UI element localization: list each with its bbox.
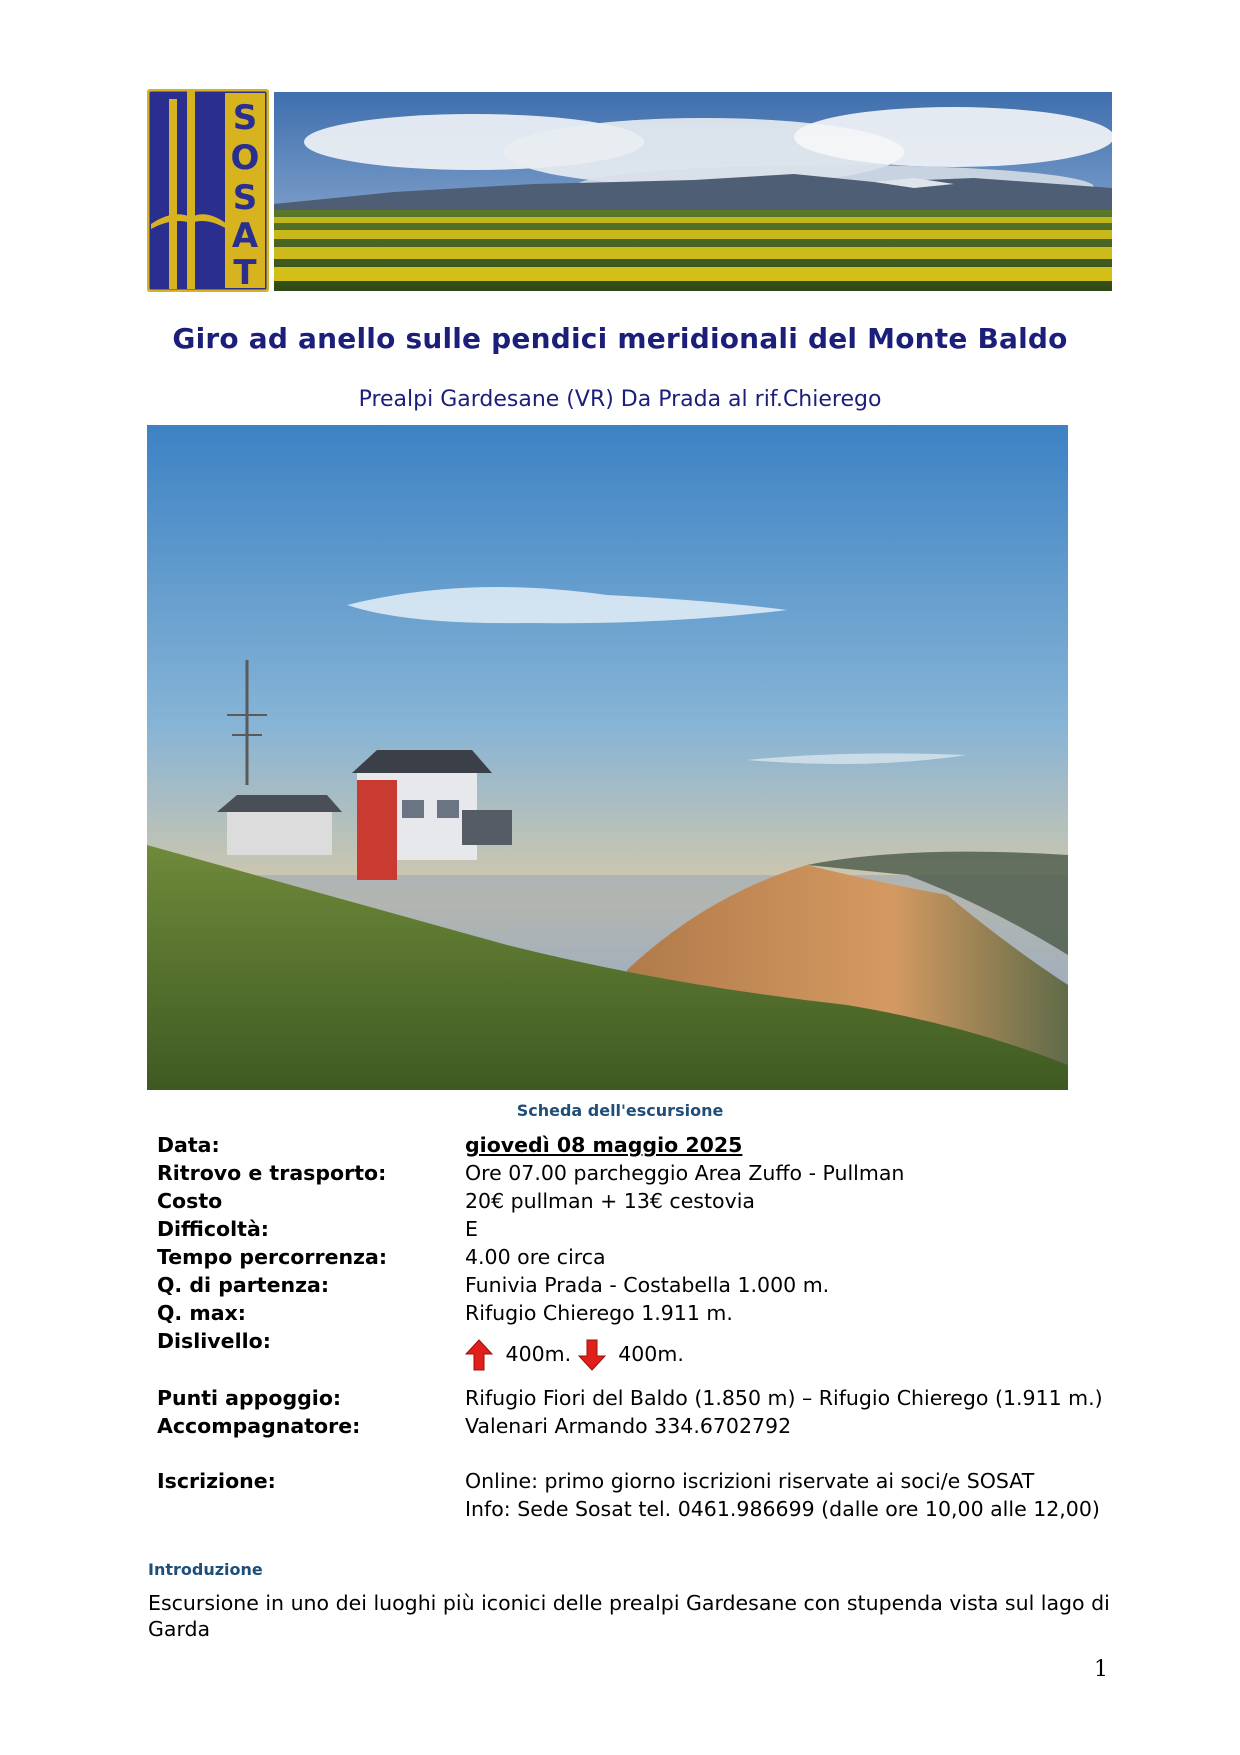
- detail-label: Data:: [157, 1133, 220, 1157]
- page-subtitle: Prealpi Gardesane (VR) Da Prada al rif.Chierego: [358, 387, 882, 412]
- svg-text:S: S: [232, 98, 258, 138]
- detail-value: Rifugio Fiori del Baldo (1.850 m) – Rifugio Chierego (1.911 m.): [465, 1386, 1103, 1410]
- detail-value: Funivia Prada - Costabella 1.000 m.: [465, 1273, 830, 1297]
- detail-value: E: [465, 1217, 478, 1241]
- scheda-heading: Scheda dell'escursione: [516, 1101, 724, 1120]
- detail-value: [465, 1339, 684, 1371]
- arrow-down-icon: [578, 1339, 606, 1371]
- detail-label: Costo: [157, 1189, 223, 1213]
- detail-label: Ritrovo e trasporto:: [157, 1161, 387, 1185]
- intro-text: Escursione in uno dei luoghi più iconici delle prealpi Gardesane con stupenda vista sul lago di Garda: [148, 1591, 1110, 1641]
- detail-label: Iscrizione:: [157, 1469, 276, 1493]
- dislivello-up-value: 400m.: [505, 1342, 572, 1366]
- detail-label: Dislivello:: [157, 1329, 271, 1353]
- detail-value: 20€ pullman + 13€ cestovia: [465, 1189, 755, 1213]
- detail-label: Accompagnatore:: [157, 1414, 361, 1438]
- refuge-landscape-photo: [147, 425, 1068, 1090]
- svg-text:S: S: [232, 178, 258, 218]
- detail-row-dislivello: [157, 1329, 1137, 1379]
- detail-label: Tempo percorrenza:: [157, 1245, 388, 1269]
- page-title: Giro ad anello sulle pendici meridionali del Monte Baldo: [172, 322, 1068, 355]
- svg-text:T: T: [233, 253, 257, 292]
- arrow-up-icon: [465, 1339, 493, 1371]
- sosat-logo: [147, 89, 269, 292]
- detail-value: 4.00 ore circa: [465, 1245, 606, 1269]
- detail-value: Rifugio Chierego 1.911 m.: [465, 1301, 733, 1325]
- banner-landscape-image: [274, 92, 1112, 291]
- dislivello-down-value: 400m.: [618, 1342, 684, 1366]
- detail-value-line1: Online: primo giorno iscrizioni riservate ai soci/e SOSAT: [465, 1469, 1035, 1493]
- header-banner: [147, 89, 1112, 292]
- detail-value: Ore 07.00 parcheggio Area Zuffo - Pullman: [465, 1161, 905, 1185]
- detail-label: Punti appoggio:: [157, 1386, 342, 1410]
- detail-row-iscrizione: [157, 1469, 1137, 1529]
- detail-value: Valenari Armando 334.6702792: [465, 1414, 792, 1438]
- svg-text:A: A: [231, 216, 259, 256]
- detail-label: Q. max:: [157, 1301, 246, 1325]
- intro-heading: Introduzione: [148, 1560, 263, 1579]
- page-number: 1: [1094, 1657, 1108, 1682]
- detail-label: Q. di partenza:: [157, 1273, 330, 1297]
- detail-value-line2: Info: Sede Sosat tel. 0461.986699 (dalle ore 10,00 alle 12,00): [465, 1497, 1100, 1521]
- detail-label: Difficoltà:: [157, 1217, 269, 1241]
- svg-text:O: O: [230, 138, 260, 178]
- detail-value: giovedì 08 maggio 2025: [465, 1133, 743, 1157]
